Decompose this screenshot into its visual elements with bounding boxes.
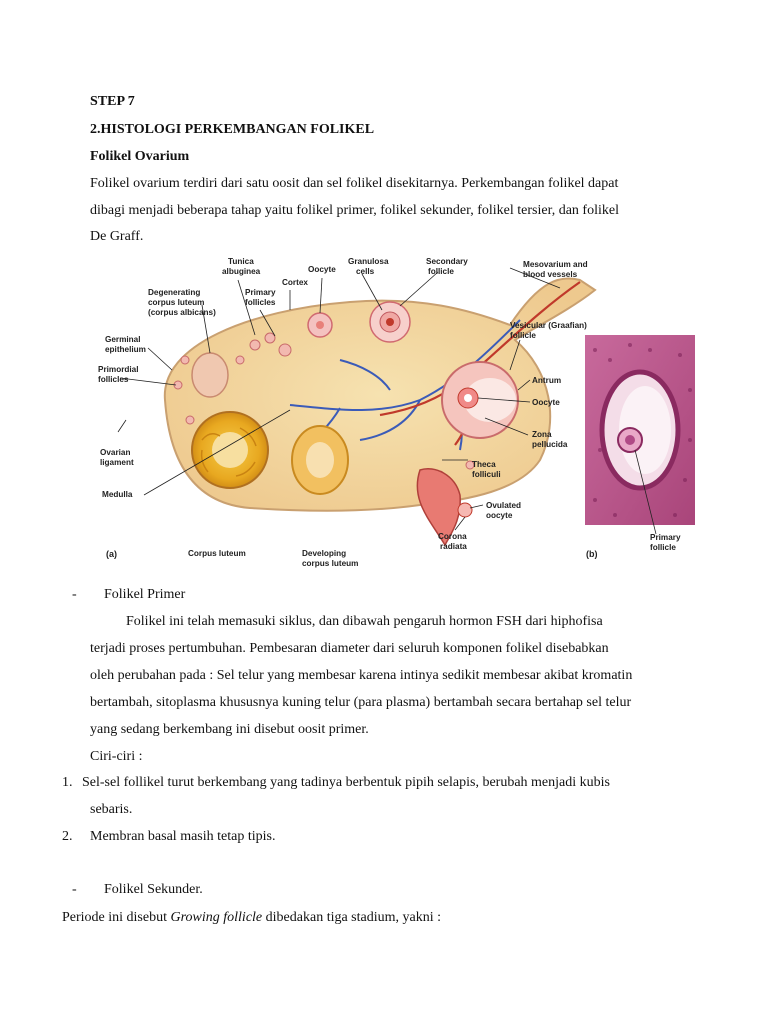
label-antrum: Antrum: [532, 376, 562, 385]
svg-text:folliculi: folliculi: [472, 470, 501, 479]
svg-text:follicle: follicle: [650, 543, 676, 552]
label-oocyte-right: Oocyte: [532, 398, 560, 407]
label-corpus-luteum: Corpus luteum: [188, 549, 246, 558]
svg-text:corpus luteum: corpus luteum: [148, 298, 205, 307]
sekunder-dash: -: [72, 882, 77, 897]
svg-text:corpus luteum: corpus luteum: [302, 559, 359, 568]
primer-para-2: terjadi proses pertumbuhan. Pembesaran diameter dari seluruh komponen folikel disebabkan: [90, 641, 609, 656]
primer-ciri: Ciri-ciri :: [90, 749, 143, 764]
svg-text:follicle: follicle: [510, 331, 536, 340]
label-theca: Theca: [472, 460, 496, 469]
intro-line-3: De Graff.: [90, 229, 144, 244]
label-germinal: Germinal: [105, 335, 141, 344]
svg-text:albuginea: albuginea: [222, 267, 261, 276]
intro-line-1: Folikel ovarium terdiri dari satu oosit dan sel folikel disekitarnya. Perkembangan folikel dapat: [90, 176, 619, 191]
ovary-histology-figure: [90, 250, 702, 580]
sekunder-title: Folikel Sekunder.: [104, 882, 203, 897]
label-corona: Corona: [438, 532, 467, 541]
label-secondary: Secondary: [426, 257, 468, 266]
label-cortex: Cortex: [282, 278, 308, 287]
label-ovulated: Ovulated: [486, 501, 522, 510]
subsection-heading: Folikel Ovarium: [90, 149, 190, 164]
step-heading: STEP 7: [90, 94, 135, 109]
svg-text:blood vessels: blood vessels: [523, 270, 578, 279]
sekunder-para: Periode ini disebut Growing follicle dibedakan tiga stadium, yakni :: [62, 910, 442, 925]
label-panel-b: (b): [586, 549, 598, 559]
svg-text:ligament: ligament: [100, 458, 134, 467]
primer-para-5: yang sedang berkembang ini disebut oosit primer.: [90, 722, 369, 737]
svg-text:pellucida: pellucida: [532, 440, 568, 449]
corpus-albicans: [192, 353, 228, 397]
list-item-2: Membran basal masih tetap tipis.: [90, 829, 276, 844]
growing-follicle-term: Growing follicle: [170, 910, 263, 925]
section-heading: 2.HISTOLOGI PERKEMBANGAN FOLIKEL: [90, 122, 375, 137]
label-mesovarium: Mesovarium and: [523, 260, 588, 269]
label-primary-follicle: Primary: [650, 533, 681, 542]
svg-text:radiata: radiata: [440, 542, 467, 551]
label-tunica: Tunica: [228, 257, 254, 266]
label-medulla: Medulla: [102, 490, 133, 499]
label-panel-a: (a): [106, 549, 117, 559]
svg-text:(corpus albicans): (corpus albicans): [148, 308, 216, 317]
primer-para-3: oleh perubahan pada : Sel telur yang membesar karena intinya sedikit membesar akibat kromatin: [90, 668, 633, 683]
list-item-1-cont: sebaris.: [90, 802, 133, 817]
label-degenerating: Degenerating: [148, 288, 201, 297]
label-granulosa: Granulosa: [348, 257, 389, 266]
intro-line-2: dibagi menjadi beberapa tahap yaitu folikel primer, folikel sekunder, folikel tersier, dan folikel: [90, 203, 619, 218]
svg-text:epithelium: epithelium: [105, 345, 146, 354]
svg-text:follicle: follicle: [428, 267, 454, 276]
ovary-diagram: [90, 250, 702, 580]
primer-dash: -: [72, 587, 77, 602]
label-vesicular: Vesicular (Graafian): [510, 321, 587, 330]
label-primary-follicles: Primary: [245, 288, 276, 297]
svg-text:oocyte: oocyte: [486, 511, 513, 520]
primer-title: Folikel Primer: [104, 587, 186, 602]
list-num-2: 2.: [62, 829, 73, 844]
primer-para-4: bertambah, sitoplasma khususnya kuning telur (para plasma) bertambah secara bertahap sel telur: [90, 695, 632, 710]
label-zona: Zona: [532, 430, 552, 439]
label-ovarian-ligament: Ovarian: [100, 448, 131, 457]
list-num-1: 1.: [62, 775, 73, 790]
primer-para-1: Folikel ini telah memasuki siklus, dan dibawah pengaruh hormon FSH dari hiphofisa: [126, 614, 603, 629]
svg-text:follicles: follicles: [98, 375, 129, 384]
svg-text:cells: cells: [356, 267, 375, 276]
svg-text:follicles: follicles: [245, 298, 276, 307]
list-item-1: Sel-sel follikel turut berkembang yang tadinya berbentuk pipih selapis, berubah menjadi kubis: [82, 775, 610, 790]
label-developing: Developing: [302, 549, 347, 558]
label-oocyte-top: Oocyte: [308, 265, 336, 274]
label-primordial: Primordial: [98, 365, 139, 374]
